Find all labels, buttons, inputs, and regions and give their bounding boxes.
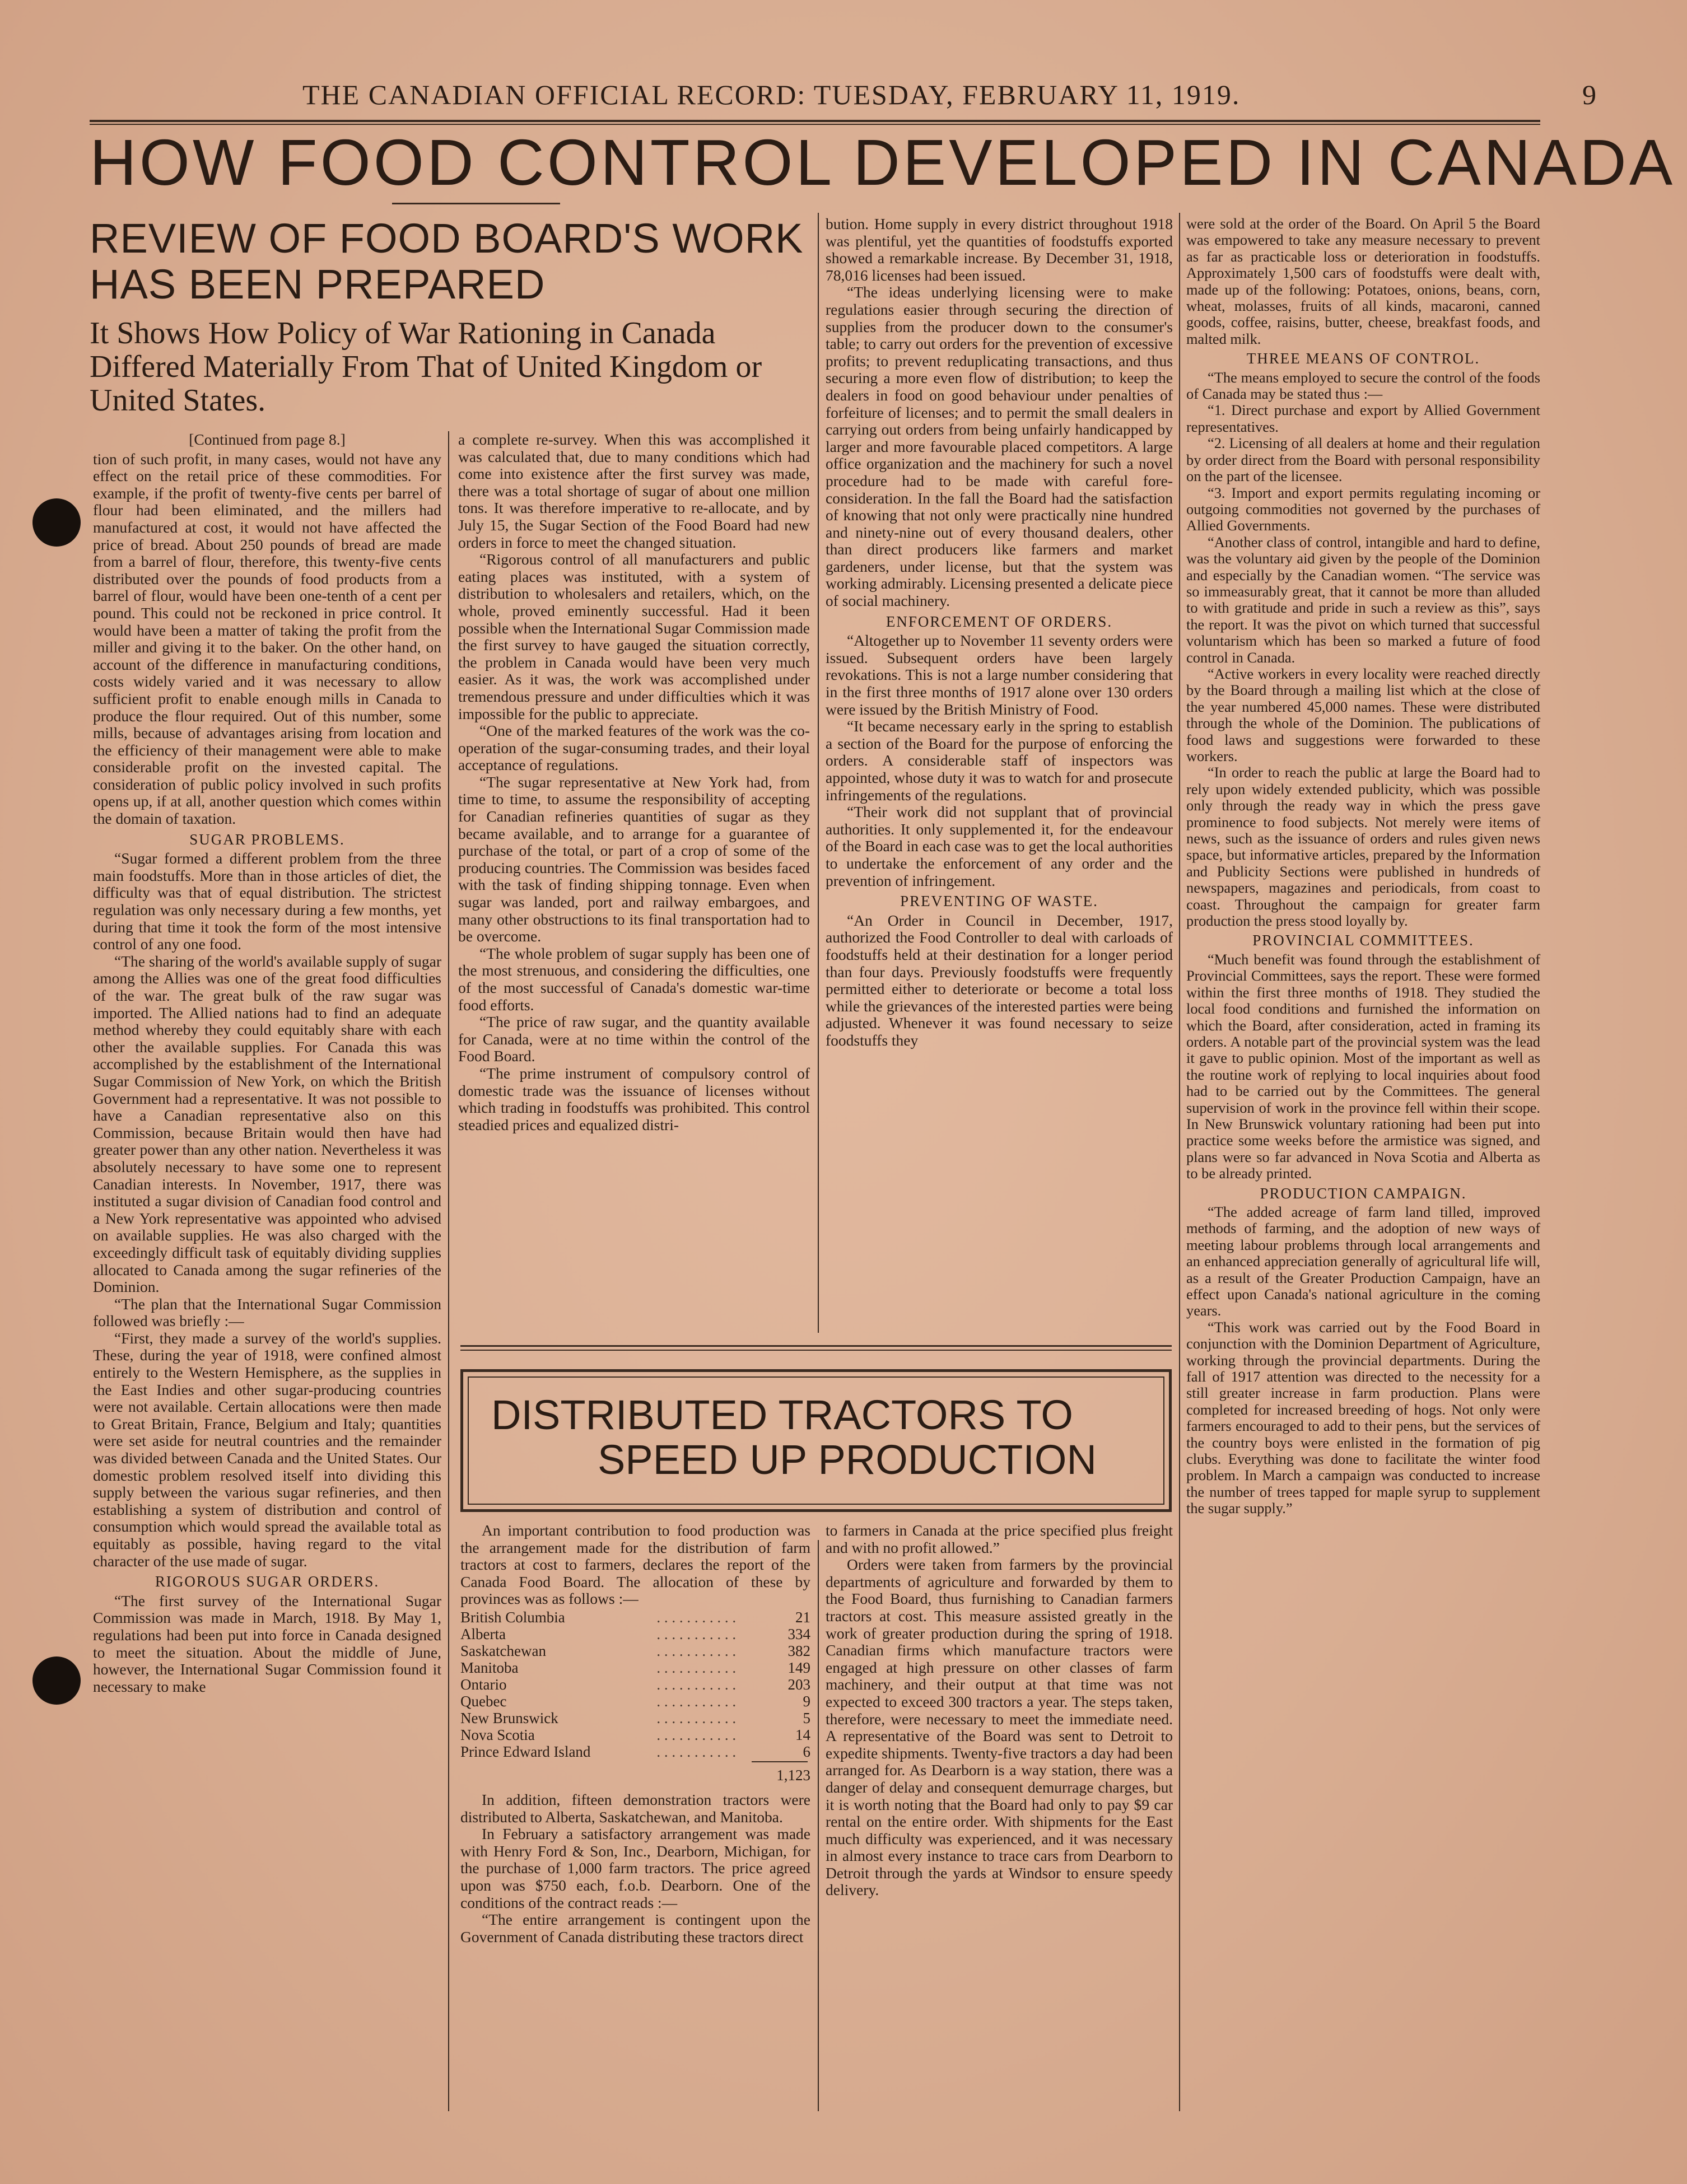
- tractors-column-1: [460, 1522, 810, 1945]
- paragraph: In February a satisfactory arrangement was made with Henry Ford & Son, Inc., Dearborn, Michigan, for the purchase of 1,000 farm tractors. The price agreed upon was $750 each, f.o.b. Dearborn. One of the conditions of the contract reads :—: [460, 1825, 810, 1911]
- province-name: New Brunswick: [460, 1709, 558, 1726]
- allocation-row: [460, 1609, 810, 1626]
- paragraph: “Much benefit was found through the establishment of Provincial Committees, says the report. These were formed within the first three months of 1918. They studied the local food conditions and furnished the information on which the Board, after consideration, acted in framing its orders. A notable part of the provincial system was the lead it gave to public opinion. Most of the important as well as the routine work of replying to local inquiries about food had to be carried out by the Committees. The general supervision of work in the province fell within their scope. In New Brunswick voluntary rationing had been put into practice some weeks before the armistice was signed, and plans were so far advanced in Nova Scotia and Alberta as to be already printed.: [1186, 950, 1540, 1182]
- page-number: 9: [1582, 79, 1597, 110]
- leader-dots: . . . . . . . . . . .: [656, 1608, 737, 1626]
- page-header: [90, 78, 1597, 118]
- tractor-count: 9: [803, 1692, 810, 1710]
- paragraph: were sold at the order of the Board. On April 5 the Board was empowered to take any measure necessary to prevent as far as practicable loss or deterioration in foodstuffs. Approximately 1,500 cars of foodstuffs were dealt with, made up of the following: Potatoes, onions, beans, corn, wheat, molasses, fruits of all kinds, macaroni, canned goods, coffee, raisins, butter, cheese, breakfast foods, and malted milk.: [1186, 215, 1540, 347]
- allocation-row: [460, 1726, 810, 1743]
- leader-dots: . . . . . . . . . . .: [656, 1676, 737, 1693]
- article-column-4: [1186, 216, 1540, 1517]
- leader-dots: . . . . . . . . . . .: [656, 1692, 737, 1710]
- allocation-row: [460, 1659, 810, 1676]
- allocation-row: [460, 1676, 810, 1693]
- province-name: Prince Edward Island: [460, 1743, 591, 1760]
- tractor-count: 382: [787, 1642, 810, 1659]
- paragraph: tion of such profit, in many cases, would not have any effect on the retail price of these commodities. For example, if the profit of twenty-five cents per barrel of flour had been eliminated, and the millers had manufactured at cost, it would not have affected the price of bread. About 250 pounds of bread are made from a barrel of flour, therefore, this twenty-five cents distributed over the pounds of food products from a barrel of flour, would have been one-tenth of a cent per pound. This could not be reckoned in price control. It would have been a matter of taking the profit from the miller and giving it to the baker. On the other hand, on account of the difference in manufacturing conditions, costs widely varied and it was necessary to allow sufficient profit to enable enough mills in Canada to produce the flour required. Out of this number, some mills, because of advantages arising from location and the efficiency of their management were able to make considerable profit on the invested capital. The consideration of public policy involved in such profits opens up, if at all, another question which comes within the domain of taxation.: [93, 450, 441, 828]
- province-name: Saskatchewan: [460, 1642, 546, 1659]
- paragraph: “The prime instrument of compulsory control of domestic trade was the issuance of licenses without which trading in foodstuffs was prohibited. This control steadied prices and equalized distri-: [458, 1064, 810, 1133]
- paragraph: “The sugar representative at New York had, from time to time, to assume the responsibility of accepting for Canadian refineries quantities of sugar as they became available, and to arrange for a guarantee of purchase of the total, or part of a crop of some of the producing countries. The Commission was besides faced with the task of finding shipping tonnage. Even when sugar was landed, port and railway embargoes, and many other obstructions to its final transportation had to be overcome.: [458, 773, 810, 945]
- binding-hole-bottom: [32, 1656, 81, 1705]
- column-rule-3: [1179, 213, 1180, 2111]
- leader-dots: . . . . . . . . . . .: [656, 1743, 737, 1760]
- section-subheading: SUGAR PROBLEMS.: [189, 830, 345, 848]
- province-name: Ontario: [460, 1676, 507, 1693]
- leader-dots: . . . . . . . . . . .: [656, 1709, 737, 1726]
- article-subheadline: It Shows How Policy of War Rationing in Canada Differed Materially From That of United Kingdom or United States.: [90, 316, 762, 418]
- section-subheading: THREE MEANS OF CONTROL.: [1246, 350, 1480, 367]
- paragraph: “The price of raw sugar, and the quantity available for Canada, were at no time within the control of the Food Board.: [458, 1013, 810, 1065]
- tractor-allocation-table: [460, 1609, 810, 1760]
- paragraph: “3. Import and export permits regulating incoming or outgoing commodities not governed by the purchases of Allied Governments.: [1186, 484, 1540, 534]
- tractors-headline-line-2: SPEED UP PRODUCTION: [598, 1436, 1097, 1483]
- paragraph: “The means employed to secure the control of the foods of Canada may be stated thus :—: [1186, 368, 1540, 403]
- section-subheading: PRODUCTION CAMPAIGN.: [1260, 1184, 1467, 1202]
- column-rule-4: [818, 1540, 819, 2111]
- tractors-column-2: [826, 1522, 1173, 1899]
- paragraph: “The first survey of the International Sugar Commission was made in March, 1918. By May 1, regulations had been put into force in Canada designed to meet the situation. About the middle of June, however, the International Sugar Commission found it necessary to make: [93, 1592, 441, 1695]
- province-name: Manitoba: [460, 1659, 519, 1676]
- province-name: Quebec: [460, 1692, 507, 1710]
- masthead-headline: HOW FOOD CONTROL DEVELOPED IN CANADA: [90, 126, 1676, 199]
- province-name: British Columbia: [460, 1608, 565, 1626]
- paragraph: “An Order in Council in December, 1917, authorized the Food Controller to deal with carloads of foodstuffs held at their destination for a longer period than four days. Previously foodstuffs were frequently permitted either to deteriorate or become a total loss while the grievances of the interested parties were being adjusted. Whenever it was found necessary to seize foodstuffs they: [826, 911, 1173, 1049]
- paragraph: “The added acreage of farm land tilled, improved methods of farming, and the adoption of new ways of meeting labour problems through local arrangements and an enhanced appreciation generally of agricultural life will, as a result of the Greater Production Campaign, have an effect upon Canada's national agriculture in the coming years.: [1186, 1203, 1540, 1319]
- province-name: Alberta: [460, 1625, 506, 1642]
- masthead-divider: [392, 203, 560, 204]
- paragraph: to farmers in Canada at the price specified plus freight and with no profit allowed.”: [826, 1522, 1173, 1556]
- paragraph: “1. Direct purchase and export by Allied Government representatives.: [1186, 402, 1540, 435]
- paragraph: “The plan that the International Sugar Commission followed was briefly :—: [93, 1295, 441, 1330]
- article-column-2: [458, 431, 810, 1133]
- allocation-row: [460, 1710, 810, 1726]
- tractor-count: 5: [803, 1709, 810, 1726]
- binding-hole-top: [32, 498, 81, 547]
- paragraph: An important contribution to food production was the arrangement made for the distribution of farm tractors at cost to farmers, declares the report of the Canada Food Board. The allocation of these by provinces was as follows :—: [460, 1522, 810, 1608]
- paragraph: “First, they made a survey of the world's supplies. These, during the year of 1918, were confined almost entirely to the Western Hemisphere, as the supplies in the East Indies and other sugar-producing countries were not available. Certain allocations were then made to Great Britain, France, Belgium and Italy; quantities were set aside for neutral countries and the remainder was divided between Canada and the United States. Our domestic problem resolved itself into dividing this supply between the various sugar refineries, and then establishing a system of distribution and control of consumption which would spread the available total as equitably as possible, having regard to the vital character of the use made of sugar.: [93, 1329, 441, 1570]
- column-rule-1: [448, 431, 449, 2111]
- header-rule-thin: [90, 124, 1540, 125]
- allocation-row: [460, 1642, 810, 1659]
- paragraph: a complete re-survey. When this was accomplished it was calculated that, due to many conditions which had come into existence after the first survey was made, there was a total shortage of sugar of about one million tons. It was therefore imperative to re-allocate, and by July 15, the Sugar Section of the Food Board had new orders in force to meet the changed situation.: [458, 431, 810, 551]
- article-headline: [90, 216, 812, 307]
- paragraph: “Another class of control, intangible and hard to define, was the voluntary aid given by the people of the Dominion and especially by the Canadian women. “The service was so immeasurably great, that it cannot be more than alluded to with gratitude and pride in such a review as this”, says the report. It was the pivot on which turned that successful voluntarism which has been so marked a future of food control in Canada.: [1186, 533, 1540, 666]
- tractor-count: 149: [787, 1659, 810, 1676]
- paragraph: “Their work did not supplant that of provincial authorities. It only supplemented it, for the endeavour of the Board in each case was to get the local authorities to undertake the enforcement of any order and the prevention of infringement.: [826, 803, 1173, 889]
- paragraph: bution. Home supply in every district throughout 1918 was plentiful, yet the quantities of foodstuffs exported showed a remarkable increase. By December 31, 1918, 78,016 licenses had been issued.: [826, 215, 1173, 284]
- paragraph: “Altogether up to November 11 seventy orders were issued. Subsequent orders have been largely revokations. This is not a large number considering that in the first three months of 1917 alone over 130 orders were issued by the British Ministry of Food.: [826, 632, 1173, 718]
- article-column-1: [93, 431, 441, 1695]
- section-subheading: RIGOROUS SUGAR ORDERS.: [155, 1573, 380, 1590]
- tractor-count: 334: [787, 1625, 810, 1642]
- paragraph: “Sugar formed a different problem from the three main foodstuffs. More than in those articles of diet, the difficulty was that of equal distribution. The strictest regulation was only necessary during a few months, yet during that time it took the form of the most intensive control of any one food.: [93, 850, 441, 953]
- section-subheading: PROVINCIAL COMMITTEES.: [1252, 932, 1474, 949]
- paragraph: “Rigorous control of all manufacturers and public eating places was instituted, with a system of distribution to wholesalers and retailers, which, on the whole, proved eminently successful. Had it been possible when the International Sugar Commission made the first survey to have gauged the situation correctly, the problem in Canada would have been very much easier. As it was, the work was accomplished under tremendous pressure and under difficulties which it was impossible for the public to appreciate.: [458, 550, 810, 722]
- column-rule-2: [818, 213, 819, 1333]
- paragraph: “The entire arrangement is contingent upon the Government of Canada distributing these tractors direct: [460, 1911, 810, 1945]
- allocation-row: [460, 1743, 810, 1760]
- tractor-count: 14: [795, 1726, 810, 1743]
- section-rule-b: [460, 1350, 1172, 1351]
- allocation-row: [460, 1693, 810, 1710]
- paragraph: “The whole problem of sugar supply has been one of the most strenuous, and considering the difficulties, one of the most successful of Canada's domestic war-time food efforts.: [458, 944, 810, 1014]
- tractor-count: 21: [795, 1608, 810, 1626]
- paragraph: “The ideas underlying licensing were to make regulations easier through securing the direction of supplies from the producer down to the consumer's table; to carry out orders for the prevention of excessive profits; to prevent reduplicating transactions, and thus securing a more even flow of distribution; to keep the dealers in food on good behaviour under penalties of forfeiture of licenses; and to permit the small dealers in carrying out orders from being unfairly handicapped by larger and more favourable placed competitors. A large office organization and the machinery for such a novel procedure had to be made with careful fore-consideration. In the fall the Board had the satisfaction of knowing that not only were practically nine hundred and ninety-nine out of every thousand dealers, other than direct producers like farmers and market gardeners, under license, but that the system was working admirably. Licensing presented a delicate piece of social machinery.: [826, 283, 1173, 610]
- paragraph: “This work was carried out by the Food Board in conjunction with the Dominion Department of Agriculture, working through the provincial departments. During the fall of 1917 attention was directed to the necessity for a still greater increase in farm production. Plans were completed for increased breeding of hogs. Not only were farmers encouraged to add to their pens, but the services of the country boys were enlisted in the formation of pig clubs. Everything was done to facilitate the winter food problem. In March a campaign was conducted to increase the number of trees tapped for maple syrup to supplement the sugar supply.”: [1186, 1318, 1540, 1517]
- paragraph: “In order to reach the public at large the Board had to rely upon widely extended publicity, which was possible only through the ready way in which the press gave prominence to food subjects. Not merely were items of news, such as the issuance of orders and rules given news space, but informative articles, prepared by the Information and Publicity Sections were published in hundreds of newspapers, magazines and periodicals, from coast to coast. Throughout the campaign for greater farm production the press stood loyally by.: [1186, 764, 1540, 930]
- section-subheading: ENFORCEMENT OF ORDERS.: [886, 613, 1113, 630]
- leader-dots: . . . . . . . . . . .: [656, 1625, 737, 1642]
- tractors-headline-box: [460, 1369, 1172, 1512]
- page-header-title: THE CANADIAN OFFICIAL RECORD: TUESDAY, FEBRUARY 11, 1919.: [302, 79, 1241, 110]
- leader-dots: . . . . . . . . . . .: [656, 1642, 737, 1659]
- paragraph: In addition, fifteen demonstration tractors were distributed to Alberta, Saskatchewan, and Manitoba.: [460, 1790, 810, 1826]
- leader-dots: . . . . . . . . . . .: [656, 1726, 737, 1743]
- paragraph: “It became necessary early in the spring to establish a section of the Board for the purpose of enforcing the orders. A considerable staff of inspectors was appointed, whose duty it was to watch for and prosecute infringements of the regulations.: [826, 717, 1173, 804]
- section-rule-a: [460, 1345, 1172, 1347]
- paragraph: Orders were taken from farmers by the provincial departments of agriculture and forwarded by them to the Food Board, thus furnishing to Canadian farmers tractors at cost. This measure assisted greatly in the work of greater production during the spring of 1918. Canadian firms which manufacture tractors were engaged at high pressure on other classes of farm machinery, and their output at that time was not expected to exceed 300 tractors a year. The steps taken, therefore, were necessary to meet the immediate need. A representative of the Board was sent to Detroit to expedite shipments. Twenty-five tractors a day had been arranged for. As Dearborn is a way station, there was a danger of delay and consequent demurrage charges, but it is worth noting that the Board had only to pay $9 car rental on the entire order. With shipments for the East much difficulty was experienced, and it was necessary in almost every instance to trace cars from Dearborn to Detroit through the yards at Windsor to ensure speedy delivery.: [826, 1556, 1173, 1899]
- allocation-row: [460, 1626, 810, 1642]
- paragraph: “The sharing of the world's available supply of sugar among the Allies was one of the great food difficulties of the war. The great bulk of the raw sugar was imported. The Allied nations had to find an adequate method whereby they could equitably share with each other the available supplies. For Canada this was accomplished by the establishment of the International Sugar Commission of New York, on which the British Government had a representative. It was not possible to have a Canadian representative also on this Commission, because Britain would then have had greater power than any other nation. Nevertheless it was absolutely necessary to have some one to represent Canadian interests. In November, 1917, there was instituted a sugar division of Canadian food control and a New York representative was appointed who advised on available supplies. He was also charged with the exceedingly difficult task of equitably dividing supplies allocated to Canada among the sugar refineries of the Dominion.: [93, 952, 441, 1296]
- paragraph: “2. Licensing of all dealers at home and their regulation by order direct from the Board with personal responsibility on the part of the licensee.: [1186, 435, 1540, 485]
- paragraph: “One of the marked features of the work was the co-operation of the sugar-consuming trades, and their loyal acceptance of regulations.: [458, 722, 810, 774]
- section-subheading: PREVENTING OF WASTE.: [900, 893, 1098, 910]
- allocation-total: 1,123: [776, 1766, 810, 1784]
- header-rule: [90, 120, 1540, 122]
- article-column-3: [826, 216, 1173, 1049]
- total-rule: [752, 1761, 808, 1762]
- leader-dots: . . . . . . . . . . .: [656, 1659, 737, 1676]
- tractors-headline-line-1: DISTRIBUTED TRACTORS TO: [491, 1392, 1073, 1438]
- headline-text: REVIEW OF FOOD BOARD'S WORK HAS BEEN PREPARED: [90, 215, 804, 307]
- province-name: Nova Scotia: [460, 1726, 535, 1743]
- continued-note: [Continued from page 8.]: [189, 431, 346, 448]
- tractor-count: 6: [803, 1743, 810, 1760]
- tractor-count: 203: [787, 1676, 810, 1693]
- paragraph: “Active workers in every locality were reached directly by the Board through a mailing list which at the close of the year numbered 45,000 names. These were distributed through the whole of the Dominion. The publications of food laws and suggestions were forwarded to these workers.: [1186, 665, 1540, 764]
